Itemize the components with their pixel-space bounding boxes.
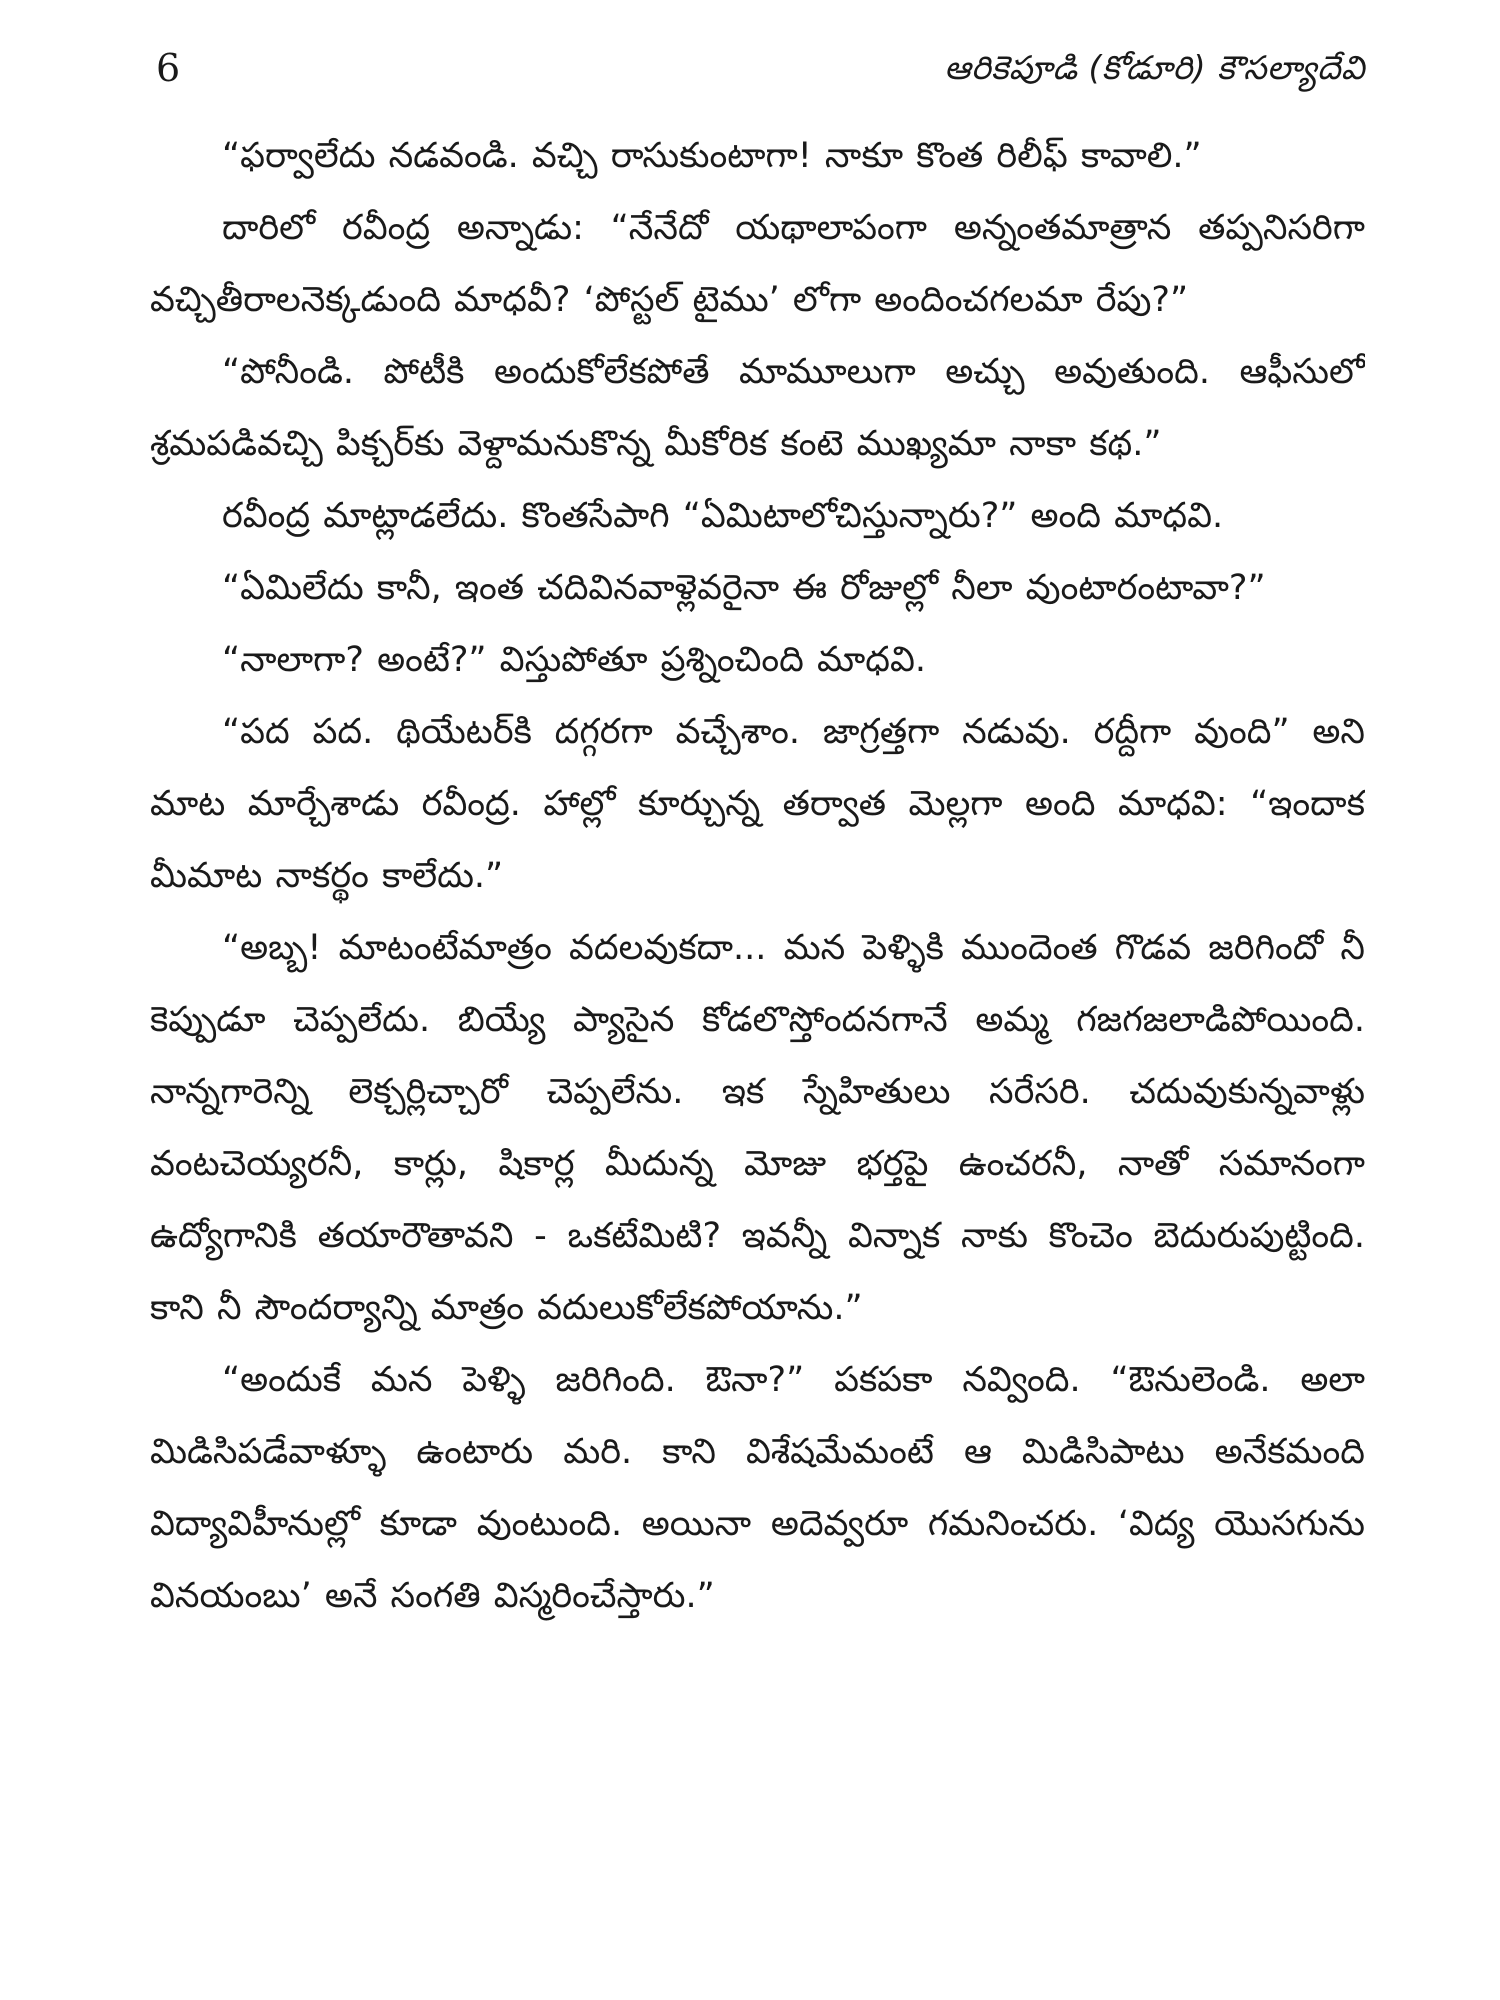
paragraph: “పోనీండి. పోటీకి అందుకోలేకపోతే మామూలుగా అచ్చు అవుతుంది. ఆఫీసులో శ్రమపడివచ్చి పిక్చర్‌కు వెళ్దామనుకొన్న మీకోరిక కంటె ముఖ్యమా నాకా కథ.” xyxy=(150,352,1365,464)
page-header xyxy=(150,38,1365,98)
paragraph: “ఫర్వాలేదు నడవండి. వచ్చి రాసుకుంటాగా! నాకూ కొంత రిలీఫ్ కావాలి.” xyxy=(222,136,1202,176)
paragraph: “నాలాగా? అంటే?” విస్తుపోతూ ప్రశ్నించింది మాధవి. xyxy=(222,640,926,680)
running-head-author: ఆరికెపూడి (కోడూరి) కౌసల్యాదేవి xyxy=(944,48,1365,87)
body-text xyxy=(150,120,1365,1960)
paragraph: దారిలో రవీంద్ర అన్నాడు: “నేనేదో యథాలాపంగా అన్నంతమాత్రాన తప్పనిసరిగా వచ్చితీరాలనెక్కడుంది మాధవీ? ‘పోస్టల్ టైము’ లోగా అందించగలమా రేపు?” xyxy=(150,208,1365,320)
paragraph: “పద పద. థియేటర్‌కి దగ్గరగా వచ్చేశాం. జాగ్రత్తగా నడువు. రద్దీగా వుంది” అని మాట మార్చేశాడు రవీంద్ర. హాల్లో కూర్చున్న తర్వాత మెల్లగా అంది మాధవి: “ఇందాక మీమాట నాకర్థం కాలేదు.” xyxy=(150,712,1365,896)
paragraph: “అబ్బ! మాటంటేమాత్రం వదలవుకదా... మన పెళ్ళికి ముందెంత గొడవ జరిగిందో నీ కెప్పుడూ చెప్పలేదు. బియ్యే ప్యాసైన కోడలొస్తోందనగానే అమ్మ గజగజలాడిపోయింది. నాన్నగారెన్ని లెక్చర్లిచ్చారో చెప్పలేను. ఇక స్నేహితులు సరేసరి. చదువుకున్నవాళ్లు వంటచెయ్యరనీ, కార్లు, షికార్ల మీదున్న మోజు భర్తపై ఉంచరనీ, నాతో సమానంగా ఉద్యోగానికి తయారౌతావని - ఒకటేమిటి? ఇవన్నీ విన్నాక నాకు కొంచెం బెదురుపుట్టింది. కాని నీ సౌందర్యాన్ని మాత్రం వదులుకోలేకపోయాను.” xyxy=(150,928,1365,1328)
paragraph: “ఏమిలేదు కానీ, ఇంత చదివినవాళ్లెవరైనా ఈ రోజుల్లో నీలా వుంటారంటావా?” xyxy=(222,568,1266,608)
page-number: 6 xyxy=(156,46,181,90)
paragraph: “అందుకే మన పెళ్ళి జరిగింది. ఔనా?” పకపకా నవ్వింది. “ఔనులెండి. అలా మిడిసిపడేవాళ్ళూ ఉంటారు మరి. కాని విశేషమేమంటే ఆ మిడిసిపాటు అనేకమంది విద్యావిహీనుల్లో కూడా వుంటుంది. అయినా అదెవ్వరూ గమనించరు. ‘విద్య యొసగును వినయంబు’ అనే సంగతి విస్మరించేస్తారు.” xyxy=(150,1360,1365,1616)
paragraph: రవీంద్ర మాట్లాడలేదు. కొంతసేపాగి “ఏమిటాలోచిస్తున్నారు?” అంది మాధవి. xyxy=(222,496,1224,536)
